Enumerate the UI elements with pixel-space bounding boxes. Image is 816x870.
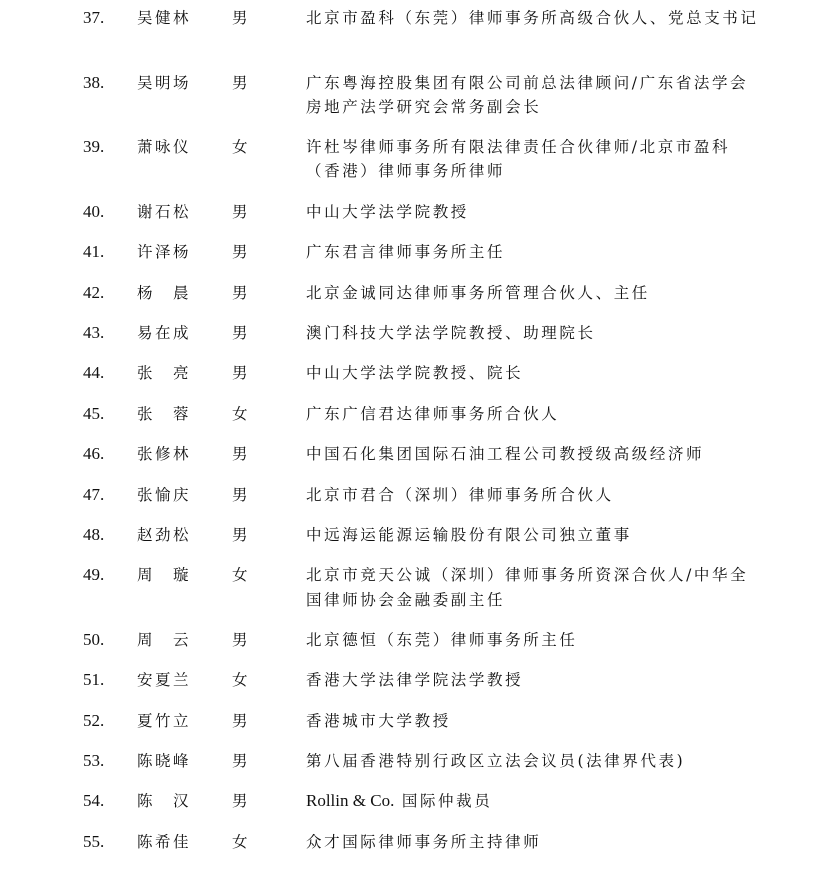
member-title: 许杜岑律师事务所有限法律责任合伙律师/北京市盈科（香港）律师事务所律师	[306, 138, 731, 181]
member-name: 杨 晨	[137, 283, 192, 302]
member-title-cjk: 国际仲裁员	[401, 792, 493, 811]
member-title: 香港城市大学教授	[306, 711, 451, 730]
member-gender: 男	[232, 73, 248, 92]
member-title: 北京德恒（东莞）律师事务所主任	[306, 630, 578, 649]
item-number: 46.	[83, 444, 105, 464]
member-title: 中山大学法学院教授、院长	[306, 364, 524, 383]
member-gender: 男	[232, 445, 248, 464]
member-gender: 女	[232, 138, 248, 157]
item-number: 51.	[83, 670, 105, 690]
item-number: 44.	[83, 363, 105, 383]
item-number: 42.	[83, 282, 105, 302]
member-title: 中山大学法学院教授	[306, 202, 469, 221]
member-gender: 男	[232, 711, 248, 730]
member-gender: 男	[232, 525, 248, 544]
member-name: 赵劲松	[137, 525, 192, 544]
member-gender: 女	[232, 671, 248, 690]
item-number: 45.	[83, 403, 105, 423]
item-number: 37.	[83, 8, 105, 27]
item-number: 41.	[83, 242, 105, 262]
member-name: 吴健林	[137, 9, 192, 27]
list-item	[0, 6, 816, 71]
item-number: 50.	[83, 629, 105, 649]
list-item	[0, 483, 816, 523]
member-name: 陈 汉	[137, 792, 192, 811]
member-title: 广东广信君达律师事务所合伙人	[306, 404, 560, 423]
item-number: 55.	[83, 831, 105, 851]
list-item	[0, 709, 816, 749]
member-title: 第八届香港特别行政区立法会议员(法律界代表)	[306, 752, 686, 771]
list-item	[0, 789, 816, 829]
member-name: 张 蓉	[137, 404, 192, 423]
list-item	[0, 402, 816, 442]
member-name: 张 亮	[137, 364, 192, 383]
member-title: 香港大学法律学院法学教授	[306, 671, 524, 690]
item-number: 47.	[83, 484, 105, 504]
member-gender: 女	[232, 404, 248, 423]
member-gender: 男	[232, 792, 248, 811]
member-name: 萧咏仪	[137, 138, 192, 157]
member-name: 陈希佳	[137, 832, 192, 851]
member-title: 中远海运能源运输股份有限公司独立董事	[306, 525, 632, 544]
list-item	[0, 830, 816, 870]
item-number: 52.	[83, 710, 105, 730]
member-title: 广东粤海控股集团有限公司前总法律顾问/广东省法学会房地产法学研究会常务副会长	[306, 73, 749, 116]
list-item	[0, 321, 816, 361]
member-title-latin: Rollin & Co.	[306, 791, 395, 811]
member-title: 北京市竞天公诚（深圳）律师事务所资深合伙人/中华全国律师协会金融委副主任	[306, 566, 749, 609]
member-name: 周 云	[137, 630, 192, 649]
item-number: 54.	[83, 791, 105, 811]
member-title	[306, 789, 766, 813]
member-name: 易在成	[137, 323, 192, 342]
item-number: 38.	[83, 72, 105, 92]
member-gender: 男	[232, 323, 248, 342]
member-title: 北京市盈科（东莞）律师事务所高级合伙人、党总支书记	[306, 9, 759, 27]
member-name: 张修林	[137, 445, 192, 464]
list-item	[0, 281, 816, 321]
member-title: 澳门科技大学法学院教授、助理院长	[306, 323, 596, 342]
member-gender: 男	[232, 630, 248, 649]
list-item	[0, 71, 816, 136]
item-number: 53.	[83, 751, 105, 771]
member-title: 北京市君合（深圳）律师事务所合伙人	[306, 485, 614, 504]
member-name: 吴明场	[137, 73, 192, 92]
list-item	[0, 442, 816, 482]
member-title: 中国石化集团国际石油工程公司教授级高级经济师	[306, 445, 705, 464]
member-title: 广东君言律师事务所主任	[306, 243, 506, 262]
member-gender: 男	[232, 364, 248, 383]
item-number: 40.	[83, 201, 105, 221]
list-item	[0, 135, 816, 200]
list-item	[0, 628, 816, 668]
list-item	[0, 523, 816, 563]
member-title: 众才国际律师事务所主持律师	[306, 832, 542, 851]
member-title: 北京金诚同达律师事务所管理合伙人、主任	[306, 283, 650, 302]
member-list	[0, 6, 816, 870]
list-item	[0, 563, 816, 628]
item-number: 48.	[83, 524, 105, 544]
member-gender: 男	[232, 485, 248, 504]
list-item	[0, 668, 816, 708]
member-gender: 男	[232, 752, 248, 771]
list-item	[0, 240, 816, 280]
member-name: 安夏兰	[137, 671, 192, 690]
member-gender: 男	[232, 9, 248, 27]
member-gender: 男	[232, 283, 248, 302]
member-name: 陈晓峰	[137, 752, 192, 771]
member-gender: 男	[232, 202, 248, 221]
item-number: 43.	[83, 322, 105, 342]
member-name: 夏竹立	[137, 711, 192, 730]
member-name: 张愉庆	[137, 485, 192, 504]
list-item	[0, 361, 816, 401]
list-item	[0, 749, 816, 789]
list-item	[0, 200, 816, 240]
member-gender: 女	[232, 566, 248, 585]
item-number: 49.	[83, 565, 105, 585]
member-name: 周 璇	[137, 566, 192, 585]
item-number: 39.	[83, 137, 105, 157]
member-gender: 男	[232, 243, 248, 262]
member-name: 许泽杨	[137, 243, 192, 262]
member-gender: 女	[232, 832, 248, 851]
member-name: 谢石松	[137, 202, 192, 221]
